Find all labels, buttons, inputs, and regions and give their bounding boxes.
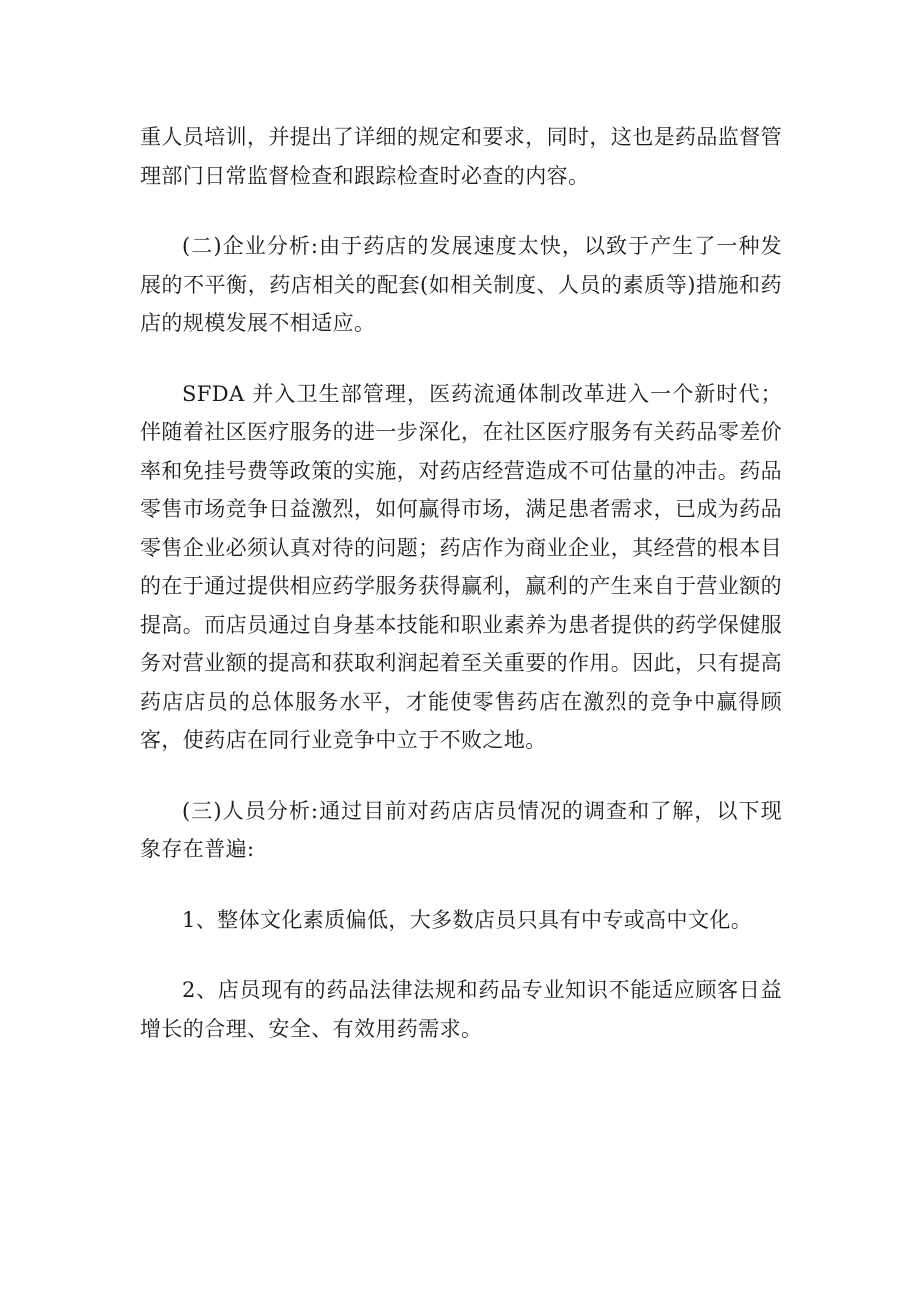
list-item-education-level: 1、整体文化素质偏低，大多数店员只具有中专或高中文化。 (182, 907, 753, 932)
paragraph-staff-analysis: (三)人员分析:通过目前对药店店员情况的调查和了解，以下现象存在普遍: (140, 798, 782, 861)
paragraph-training-requirements: 重人员培训，并提出了详细的规定和要求，同时，这也是药品监督管理部门日常监督检查和跟踪检查时必查的内容。 (140, 125, 782, 188)
document-body (140, 118, 782, 1080)
paragraph-market-competition: SFDA 并入卫生部管理，医药流通体制改革进入一个新时代；伴随着社区医疗服务的进一步深化，在社区医疗服务有关药品零差价率和免挂号费等政策的实施，对药店经营造成不可估量的冲击。药品零售市场竞争日益激烈，如何赢得市场，满足患者需求，已成为药品零售企业必须认真对待的问题；药店作为商业企业，其经营的根本目的在于通过提供相应药学服务获得赢利，赢利的产生来自于营业额的提高。而店员通过自身基本技能和职业素养为患者提供的药学保健服务对营业额的提高和获取利润起着至关重要的作用。因此，只有提高药店店员的总体服务水平，才能使零售药店在激烈的竞争中赢得顾客，使药店在同行业竞争中立于不败之地。 (140, 381, 782, 752)
list-item-professional-knowledge: 2、店员现有的药品法律法规和药品专业知识不能适应顾客日益增长的合理、安全、有效用药需求。 (140, 978, 782, 1041)
paragraph-enterprise-analysis: (二)企业分析:由于药店的发展速度太快，以致于产生了一种发展的不平衡，药店相关的配套(如相关制度、人员的素质等)措施和药店的规模发展不相适应。 (140, 234, 782, 335)
